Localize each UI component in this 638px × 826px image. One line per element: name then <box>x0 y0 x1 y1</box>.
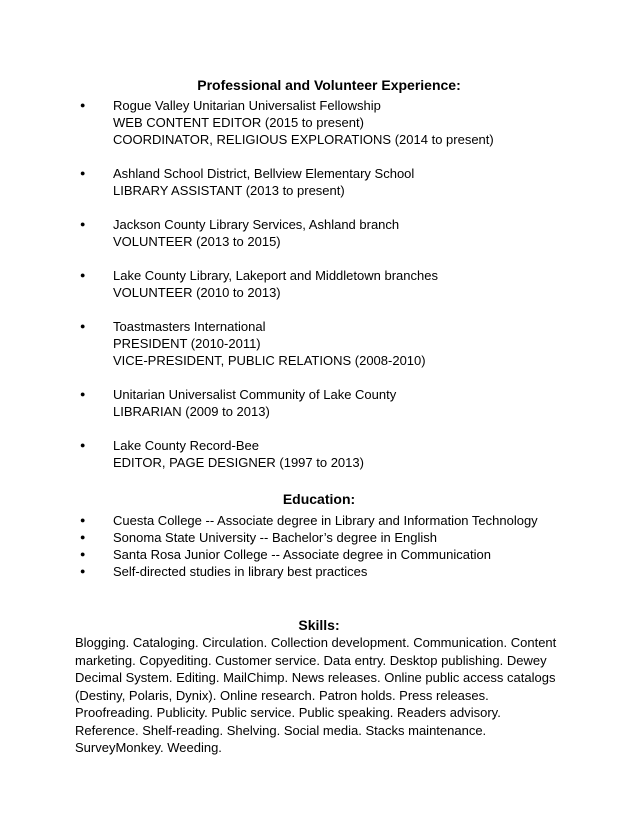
education-text: Cuesta College -- Associate degree in Library and Information Technology <box>113 513 538 528</box>
organization-name: Lake County Library, Lakeport and Middletown branches <box>113 268 438 283</box>
education-item <box>80 529 620 546</box>
education-text: Santa Rosa Junior College -- Associate degree in Communication <box>113 547 491 562</box>
education-item <box>80 546 620 563</box>
experience-item <box>80 216 620 250</box>
bullet-icon: ● <box>80 566 86 576</box>
role-line: COORDINATOR, RELIGIOUS EXPLORATIONS (2014 to present) <box>113 132 494 147</box>
experience-item <box>80 437 620 471</box>
bullet-icon: ● <box>80 389 86 399</box>
experience-item <box>80 165 620 199</box>
organization-name: Ashland School District, Bellview Elementary School <box>113 166 415 181</box>
organization-name: Rogue Valley Unitarian Universalist Fellowship <box>113 98 381 113</box>
skills-heading: Skills: <box>298 617 340 633</box>
role-line: LIBRARIAN (2009 to 2013) <box>113 404 270 419</box>
experience-heading: Professional and Volunteer Experience: <box>197 77 461 93</box>
education-item <box>80 563 620 580</box>
education-heading: Education: <box>282 491 356 507</box>
bullet-icon: ● <box>80 219 86 229</box>
education-text: Sonoma State University -- Bachelor’s degree in English <box>113 530 437 545</box>
experience-item <box>80 386 620 420</box>
organization-name: Toastmasters International <box>113 319 266 334</box>
bullet-icon: ● <box>80 321 86 331</box>
organization-name: Jackson County Library Services, Ashland branch <box>113 217 400 232</box>
experience-item <box>80 318 620 369</box>
bullet-icon: ● <box>80 270 86 280</box>
bullet-icon: ● <box>80 549 86 559</box>
bullet-icon: ● <box>80 440 86 450</box>
role-line: PRESIDENT (2010-2011) <box>113 336 261 351</box>
organization-name: Lake County Record-Bee <box>113 438 259 453</box>
education-item <box>80 512 620 529</box>
role-line: VICE-PRESIDENT, PUBLIC RELATIONS (2008-2010) <box>113 353 426 368</box>
bullet-icon: ● <box>80 168 86 178</box>
role-line: WEB CONTENT EDITOR (2015 to present) <box>113 115 364 130</box>
education-text: Self-directed studies in library best practices <box>113 564 368 579</box>
experience-list <box>80 97 620 488</box>
bullet-icon: ● <box>80 515 86 525</box>
experience-item <box>80 267 620 301</box>
education-list <box>80 512 620 580</box>
organization-name: Unitarian Universalist Community of Lake County <box>113 387 397 402</box>
role-line: VOLUNTEER (2013 to 2015) <box>113 234 281 249</box>
role-line: LIBRARY ASSISTANT (2013 to present) <box>113 183 345 198</box>
role-line: EDITOR, PAGE DESIGNER (1997 to 2013) <box>113 455 364 470</box>
role-line: VOLUNTEER (2010 to 2013) <box>113 285 281 300</box>
bullet-icon: ● <box>80 100 86 110</box>
experience-item <box>80 97 620 148</box>
bullet-icon: ● <box>80 532 86 542</box>
skills-text: Blogging. Cataloging. Circulation. Collection development. Communication. Content marketing. Copyediting. Customer service. Data entry. Desktop publishing. Dewey Decimal System. Editing. MailChimp. News releases. Online public access catalogs (Destiny, Polaris, Dynix). Online research. Patron holds. Press releases. Proofreading. Publicity. Public service. Public speaking. Readers advisory. Reference. Shelf-reading. Shelving. Social media. Stacks maintenance. SurveyMonkey. Weeding. <box>75 635 557 755</box>
